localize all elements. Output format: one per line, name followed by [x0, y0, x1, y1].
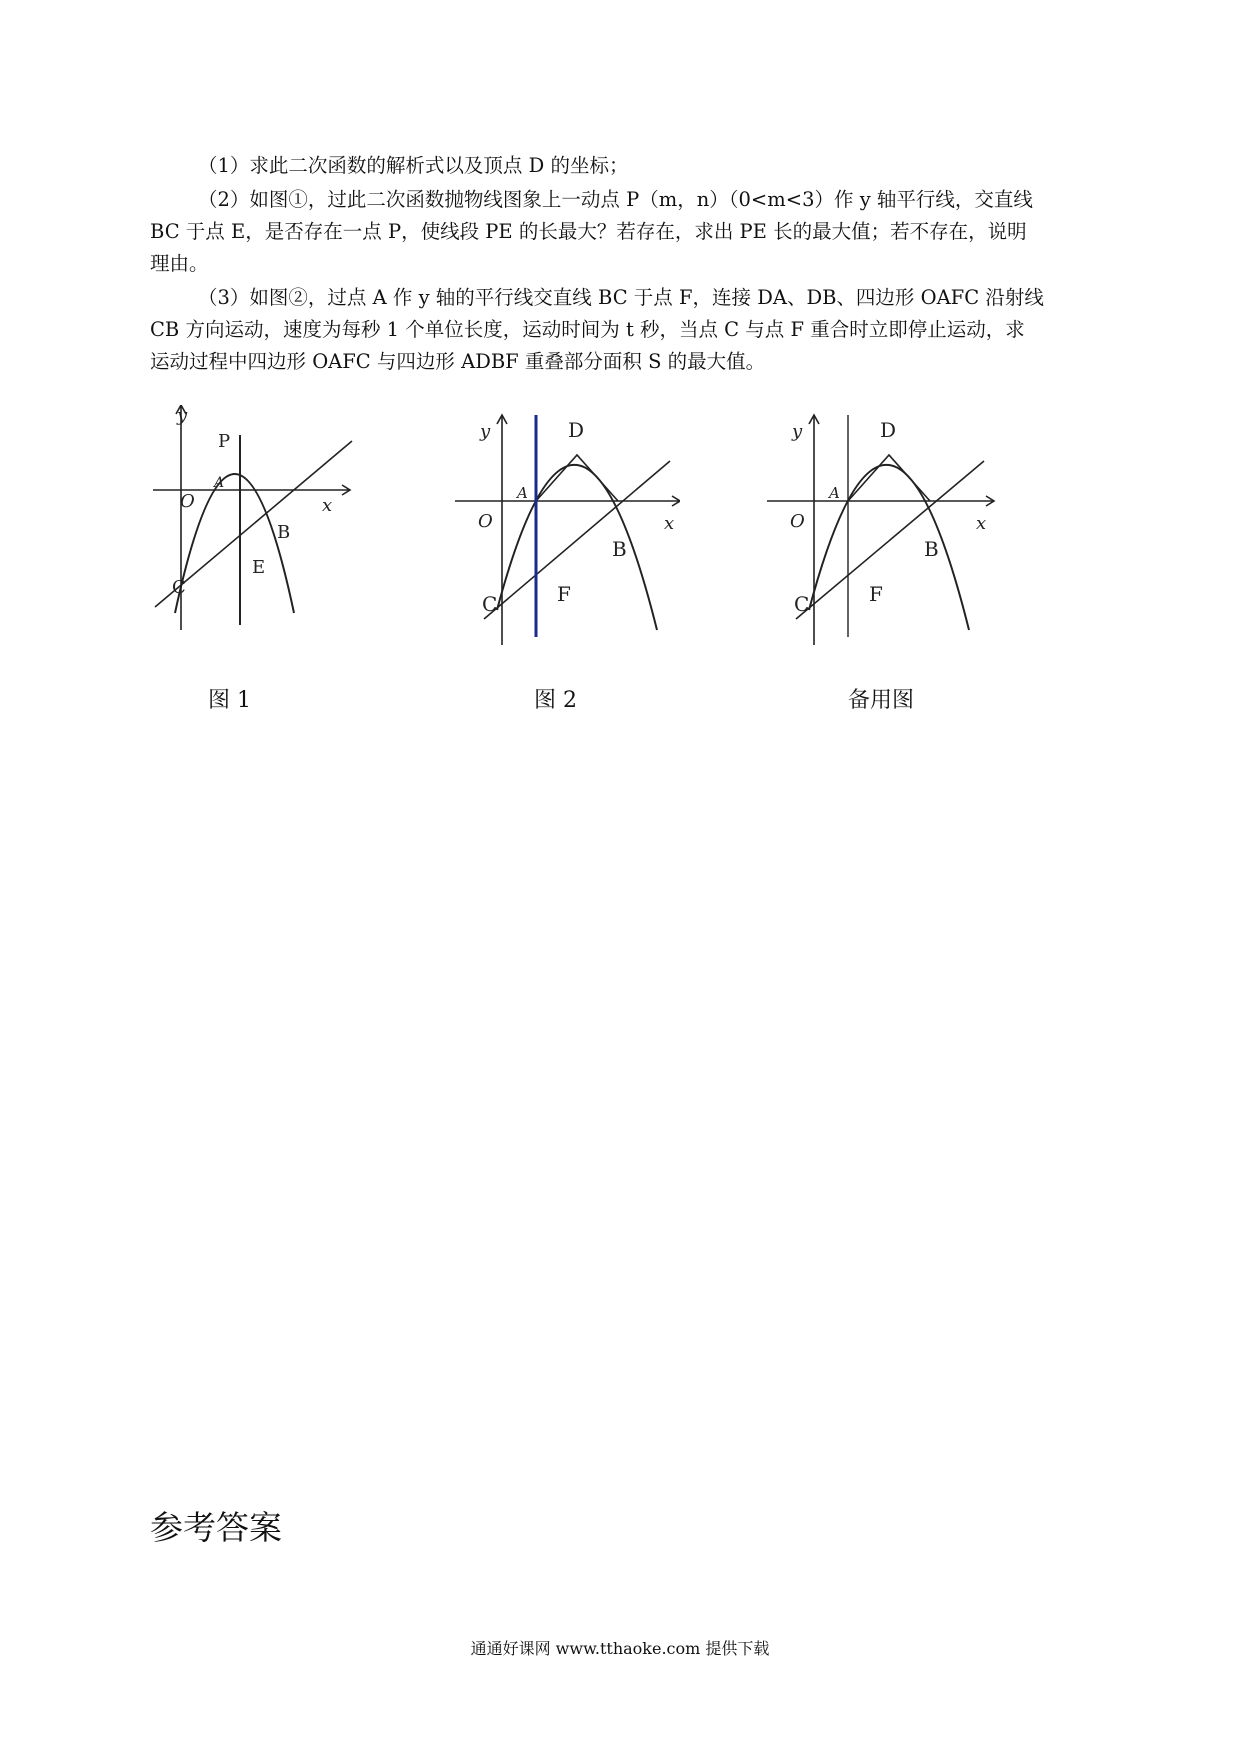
figure-1-diagram	[150, 405, 360, 635]
label-b: B	[924, 537, 939, 561]
label-a: A	[214, 475, 225, 491]
figure-spare-diagram	[752, 405, 1002, 645]
label-o: O	[790, 511, 805, 532]
figure-spare-caption: 备用图	[848, 688, 915, 713]
part-2-line-2: BC 于点 E，是否存在一点 P，使线段 PE 的长最大？若存在，求出 PE 长的最大值；若不存在，说明	[150, 220, 1027, 243]
label-a: A	[829, 484, 840, 502]
label-y: y	[177, 405, 188, 426]
label-b: B	[612, 537, 627, 561]
label-o: O	[180, 491, 195, 512]
label-a: A	[517, 484, 528, 502]
label-b: B	[277, 522, 291, 543]
label-x: x	[976, 513, 987, 534]
label-f: F	[869, 582, 883, 606]
label-p: P	[218, 431, 231, 452]
part-3-line-1: （3）如图②，过点 A 作 y 轴的平行线交直线 BC 于点 F，连接 DA、DB、四边形 OAFC 沿射线	[198, 286, 1044, 309]
part-1-text: （1）求此二次函数的解析式以及顶点 D 的坐标；	[198, 154, 629, 177]
label-c: C	[794, 592, 810, 616]
label-c: C	[482, 592, 498, 616]
label-o: O	[478, 511, 493, 532]
page-footer: 通通好课网 www.tthaoke.com 提供下载	[470, 1639, 770, 1658]
label-d: D	[568, 418, 585, 442]
label-y: y	[792, 421, 803, 442]
label-d: D	[880, 418, 897, 442]
label-f: F	[557, 582, 571, 606]
label-e: E	[252, 557, 266, 578]
lines-da-db	[848, 455, 930, 501]
figure-2-diagram	[440, 405, 680, 645]
answer-heading: 参考答案	[150, 1508, 282, 1547]
part-3-line-3: 运动过程中四边形 OAFC 与四边形 ADBF 重叠部分面积 S 的最大值。	[150, 350, 766, 373]
figure-1-caption: 图 1	[208, 688, 251, 713]
part-2-line-1: （2）如图①，过此二次函数抛物线图象上一动点 P（m，n）（0<m<3）作 y 轴平行线，交直线	[198, 188, 1033, 211]
label-y: y	[480, 421, 491, 442]
question-part-3	[150, 282, 1100, 378]
part-2-line-3: 理由。	[150, 252, 209, 275]
part-3-line-2: CB 方向运动，速度为每秒 1 个单位长度，运动时间为 t 秒，当点 C 与点 F 重合时立即停止运动，求	[150, 318, 1025, 341]
label-x: x	[664, 513, 675, 534]
label-x: x	[322, 495, 333, 516]
question-part-2	[150, 184, 1100, 280]
lines-da-db	[536, 455, 618, 501]
line-bc	[484, 461, 670, 619]
figure-2-caption: 图 2	[534, 688, 577, 713]
question-part-1	[150, 150, 1100, 182]
label-c: C	[172, 577, 186, 598]
line-bc	[796, 461, 987, 619]
